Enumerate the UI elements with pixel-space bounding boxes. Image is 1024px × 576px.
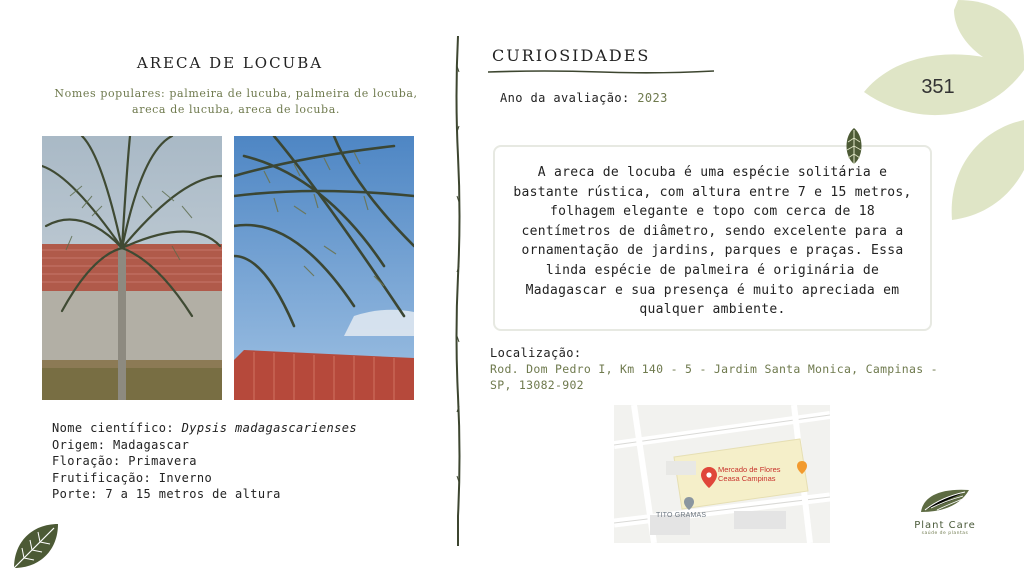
location-address: Rod. Dom Pedro I, Km 140 - 5 - Jardim Santa Monica, Campinas - SP, 13082-902 <box>490 362 938 392</box>
decorative-leaves <box>858 0 1024 230</box>
logo-leaf-icon <box>917 486 973 514</box>
page-number: 351 <box>921 76 955 98</box>
evaluation-year: Ano da avaliação: 2023 <box>500 91 668 105</box>
fact-scientific-name: Nome científico: Dypsis madagascarienses <box>52 421 357 435</box>
vertical-divider <box>452 36 464 546</box>
brand-logo <box>900 486 990 546</box>
map-pin-label: Mercado de Flores Ceasa Campinas <box>718 465 781 483</box>
map-road-label: TITO GRAMAS <box>656 512 707 519</box>
location-label: Localização: <box>490 346 582 360</box>
title-underline <box>488 68 714 76</box>
fact-flowering: Floração: Primavera <box>52 454 197 468</box>
scientific-name-value: Dypsis madagascarienses <box>181 421 357 435</box>
brand-tagline: saúde de plantas <box>921 531 969 536</box>
brand-name: Plant Care <box>914 520 976 531</box>
curiosities-text: A areca de locuba é uma espécie solitária e bastante rústica, com altura entre 7 e 15 metros, folhagem elegante e topo com cerca de 18 centímetros de diâmetro, sendo excelente para a ornamentação de jardins, parques e praças. Essa linda espécie de palmeira é originária de Madagascar e sua presença é muito apreciada em qualquer ambiente. <box>513 165 912 318</box>
plant-name-title: ARECA DE LOCUBA <box>136 54 324 72</box>
curiosities-title: CURIOSIDADES <box>492 46 651 65</box>
palm-photo-2 <box>234 136 414 400</box>
fact-origin: Origem: Madagascar <box>52 437 190 452</box>
plant-facts <box>52 420 357 503</box>
leaf-icon <box>10 520 62 572</box>
location-map[interactable] <box>614 405 830 543</box>
popular-names: Nomes populares: palmeira de lucuba, palmeira de locuba, areca de lucuba, areca de locuba. <box>54 87 418 116</box>
evaluation-year-value: 2023 <box>637 91 668 105</box>
fact-size: Porte: 7 a 15 metros de altura <box>52 487 281 501</box>
palm-photo-1 <box>42 136 222 400</box>
fact-fruiting: Frutificação: Inverno <box>52 470 213 485</box>
